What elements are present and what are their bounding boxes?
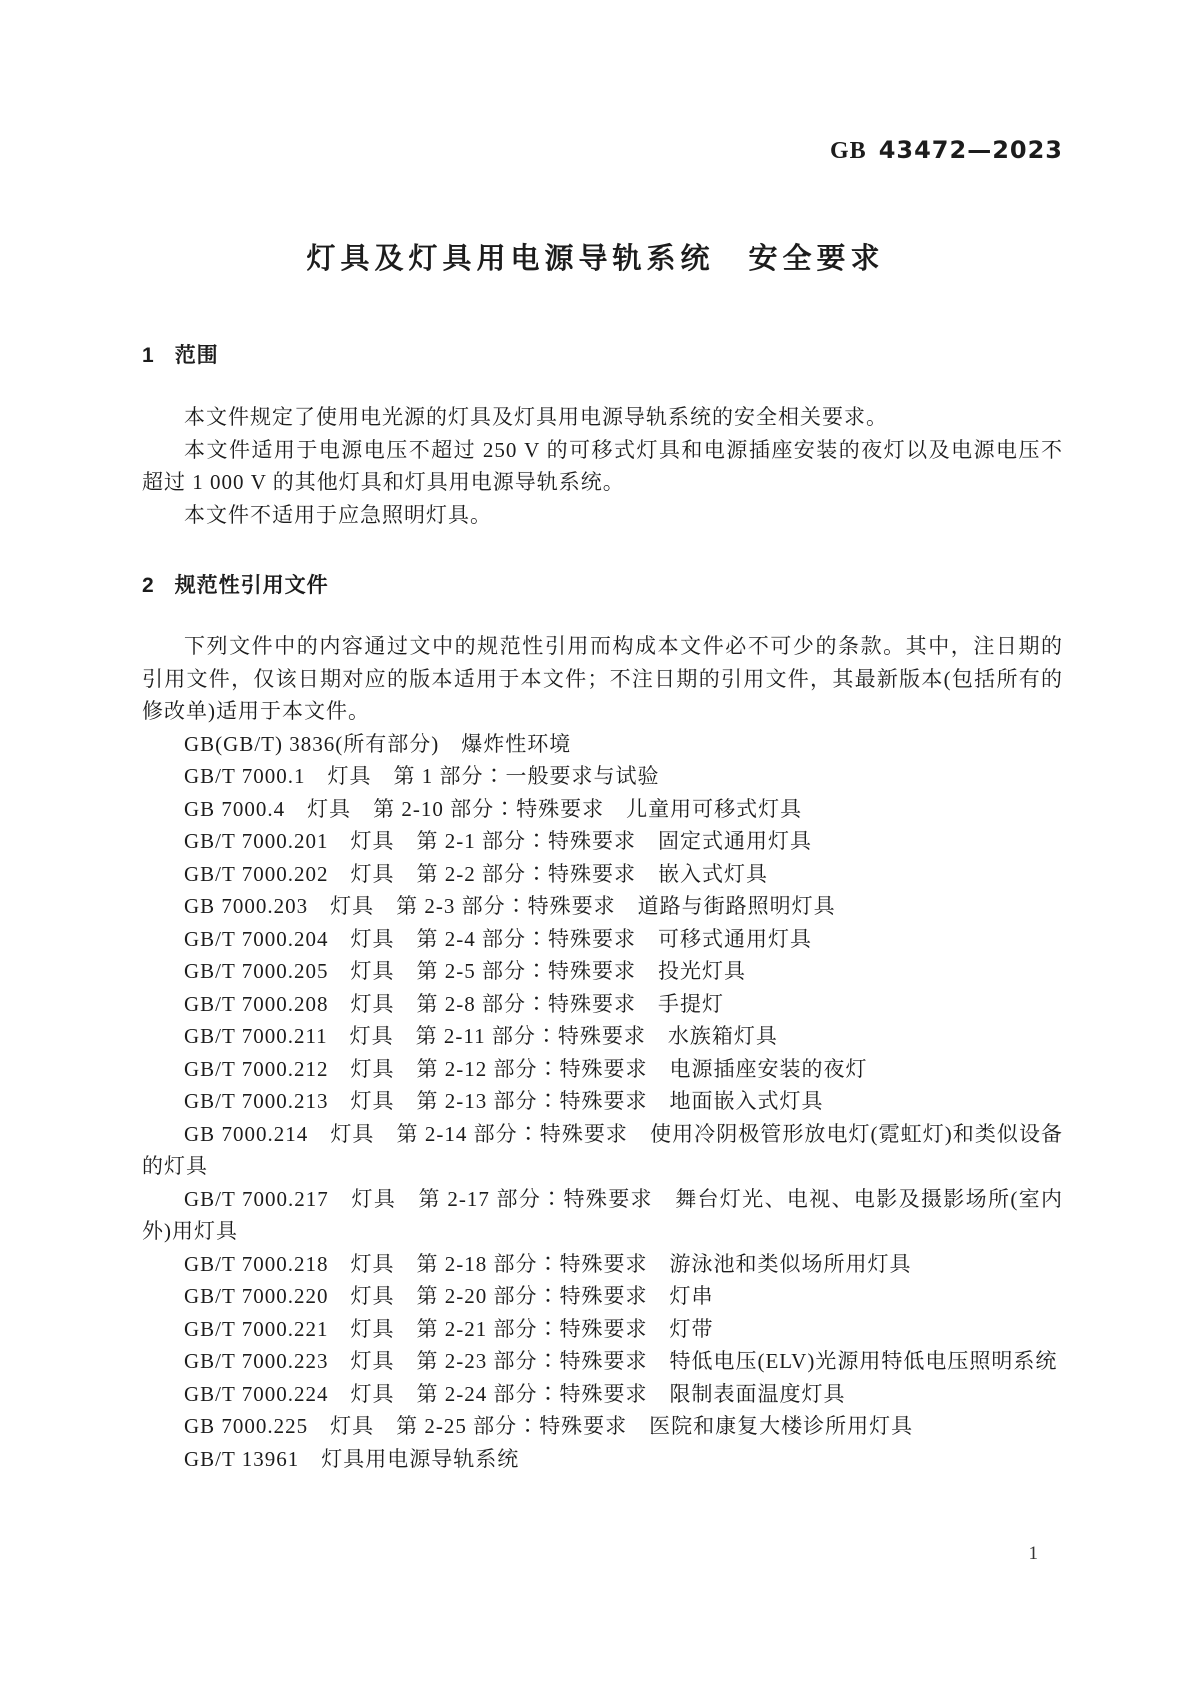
- standard-code-prefix: GB: [830, 138, 867, 164]
- reference-item: GB/T 7000.217 灯具 第 2-17 部分∶特殊要求 舞台灯光、电视、电影及摄影场所(室内外)用灯具: [142, 1186, 1063, 1243]
- scope-paragraph: 本文件不适用于应急照明灯具。: [184, 502, 492, 527]
- reference-item: GB/T 7000.218 灯具 第 2-18 部分∶特殊要求 游泳池和类似场所用灯具: [184, 1251, 912, 1276]
- reference-item: GB/T 7000.201 灯具 第 2-1 部分∶特殊要求 固定式通用灯具: [184, 829, 812, 853]
- section-1-title: 范围: [174, 344, 219, 367]
- normative-references-intro: 下列文件中的内容通过文中的规范性引用而构成本文件必不可少的条款。其中，注日期的引用文件，仅该日期对应的版本适用于本文件；不注日期的引用文件，其最新版本(包括所有的修改单)适用于本文件。: [142, 634, 1063, 723]
- reference-item: GB/T 7000.213 灯具 第 2-13 部分∶特殊要求 地面嵌入式灯具: [184, 1089, 824, 1113]
- reference-item: GB 7000.214 灯具 第 2-14 部分∶特殊要求 使用冷阴极管形放电灯(霓虹灯)和类似设备的灯具: [142, 1121, 1063, 1178]
- standard-code: [830, 136, 1063, 165]
- reference-item: GB/T 7000.1 灯具 第 1 部分∶一般要求与试验: [184, 764, 660, 788]
- section-1-heading: [142, 339, 219, 369]
- reference-item: GB/T 7000.208 灯具 第 2-8 部分∶特殊要求 手提灯: [184, 991, 724, 1016]
- reference-item: GB 7000.4 灯具 第 2-10 部分∶特殊要求 儿童用可移式灯具: [184, 796, 803, 821]
- reference-item: GB/T 7000.221 灯具 第 2-21 部分∶特殊要求 灯带: [184, 1316, 714, 1341]
- section-1-number: 1: [142, 344, 155, 367]
- references-list: [142, 728, 1063, 1476]
- section-2-title: 规范性引用文件: [174, 574, 329, 597]
- reference-item: GB/T 7000.212 灯具 第 2-12 部分∶特殊要求 电源插座安装的夜灯: [184, 1056, 868, 1081]
- scope-paragraph: 本文件规定了使用电光源的灯具及灯具用电源导轨系统的安全相关要求。: [184, 405, 888, 429]
- section-1-body: [142, 401, 1063, 531]
- reference-item: GB/T 7000.224 灯具 第 2-24 部分∶特殊要求 限制表面温度灯具: [184, 1381, 846, 1406]
- reference-item: GB/T 7000.204 灯具 第 2-4 部分∶特殊要求 可移式通用灯具: [184, 926, 812, 951]
- reference-item: GB/T 13961 灯具用电源导轨系统: [184, 1446, 520, 1471]
- standard-code-number: 43472—2023: [878, 136, 1063, 164]
- page-number: 1: [1028, 1543, 1038, 1564]
- reference-item: GB 7000.203 灯具 第 2-3 部分∶特殊要求 道路与街路照明灯具: [184, 894, 836, 918]
- reference-item: GB/T 7000.211 灯具 第 2-11 部分∶特殊要求 水族箱灯具: [184, 1024, 778, 1048]
- reference-item: GB/T 7000.205 灯具 第 2-5 部分∶特殊要求 投光灯具: [184, 959, 746, 983]
- reference-item: GB/T 7000.220 灯具 第 2-20 部分∶特殊要求 灯串: [184, 1284, 714, 1308]
- reference-item: GB/T 7000.202 灯具 第 2-2 部分∶特殊要求 嵌入式灯具: [184, 861, 768, 886]
- reference-item: GB/T 7000.223 灯具 第 2-23 部分∶特殊要求 特低电压(ELV)光源用特低电压照明系统: [184, 1349, 1058, 1373]
- section-2-number: 2: [142, 574, 155, 597]
- section-2-body: [142, 630, 1063, 1475]
- section-2-heading: [142, 569, 329, 599]
- document-title: 灯具及灯具用电源导轨系统 安全要求: [306, 243, 885, 275]
- reference-item: GB 7000.225 灯具 第 2-25 部分∶特殊要求 医院和康复大楼诊所用灯具: [184, 1414, 914, 1438]
- scope-paragraph: 本文件适用于电源电压不超过 250 V 的可移式灯具和电源插座安装的夜灯以及电源电压不超过 1 000 V 的其他灯具和灯具用电源导轨系统。: [142, 437, 1063, 494]
- reference-item: GB(GB/T) 3836(所有部分) 爆炸性环境: [184, 731, 572, 756]
